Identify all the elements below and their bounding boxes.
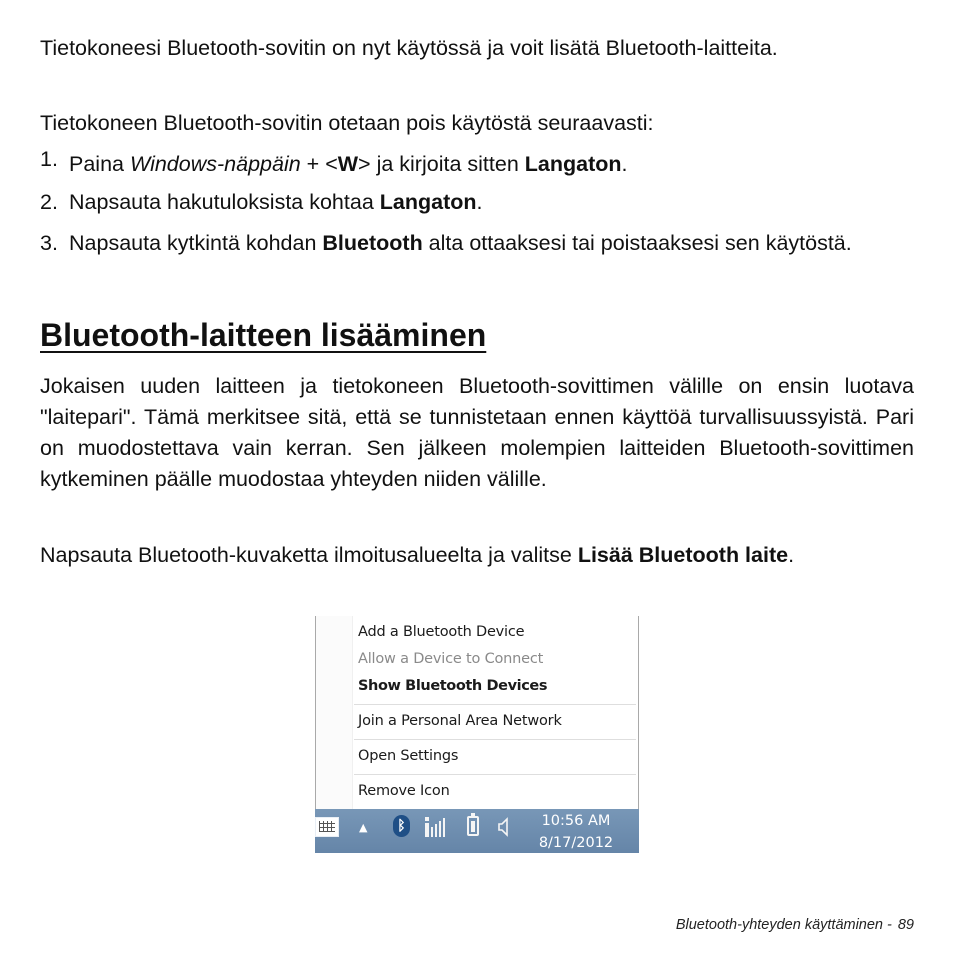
step-text (69, 149, 914, 180)
step-text-italic: Windows-näppäin (129, 152, 301, 176)
speaker-icon[interactable] (497, 817, 513, 837)
footer-title: Bluetooth-yhteyden käyttäminen - (675, 917, 892, 933)
step-text-part: Napsauta kytkintä kohdan (69, 231, 323, 255)
menu-icon-gutter (316, 616, 353, 809)
menu-item-remove-icon[interactable]: Remove Icon (358, 783, 450, 799)
tray-time: 10:56 AM (541, 813, 611, 829)
tray-clock[interactable] (521, 810, 631, 853)
section-paragraph-2 (40, 540, 914, 571)
taskbar-tray (315, 809, 639, 853)
bluetooth-menu-screenshot (315, 616, 639, 853)
menu-separator (354, 739, 636, 740)
menu-separator (354, 704, 636, 705)
step-text-part: . (476, 190, 483, 214)
step-text-part: Paina (69, 152, 130, 176)
intro-paragraph-2: Tietokoneen Bluetooth-sovitin otetaan pois käytöstä seuraavasti: (40, 111, 654, 135)
step-number: 3. (40, 231, 58, 255)
page-number: 89 (897, 917, 914, 933)
menu-item-join-pan[interactable]: Join a Personal Area Network (358, 713, 562, 729)
step-text-part: > ja kirjoita sitten (358, 152, 525, 176)
menu-item-add-device[interactable]: Add a Bluetooth Device (358, 624, 525, 640)
step-text-part: + < (300, 152, 338, 176)
paragraph-text-part: . (788, 543, 795, 567)
step-number: 1. (40, 147, 58, 171)
battery-icon[interactable] (467, 816, 479, 836)
menu-item-allow-device: Allow a Device to Connect (358, 651, 544, 667)
step-text-bold: Langaton (524, 152, 622, 176)
chevron-up-icon[interactable]: ▲ (359, 821, 368, 834)
step-text-part: Napsauta hakutuloksista kohtaa (69, 190, 380, 214)
menu-item-open-settings[interactable]: Open Settings (358, 748, 459, 764)
paragraph-text-bold: Lisää Bluetooth laite (577, 543, 789, 567)
step-text (69, 187, 914, 218)
step-number: 2. (40, 190, 58, 214)
step-text-bold: Langaton (379, 190, 477, 214)
section-heading: Bluetooth-laitteen lisääminen (40, 317, 487, 353)
bluetooth-icon[interactable]: ᛒ (393, 815, 410, 837)
step-text (69, 228, 914, 259)
intro-paragraph-1: Tietokoneesi Bluetooth-sovitin on nyt käytössä ja voit lisätä Bluetooth-laitteita. (40, 36, 778, 60)
menu-separator (354, 774, 636, 775)
step-2 (40, 187, 914, 218)
step-text-part: . (621, 152, 628, 176)
section-paragraph-1: Jokaisen uuden laitteen ja tietokoneen Bluetooth-sovittimen välille on ensin luotava "laitepari". Tämä merkitsee sitä, että se tunnistetaan ennen käyttöä turvallisuussyistä. Pari on muodostettava vain kerran. Sen jälkeen molempien laitteiden Bluetooth-sovittimen kytkeminen päälle muodostaa yhteyden niiden välille. (40, 374, 914, 491)
bluetooth-context-menu (315, 616, 639, 810)
step-text-bold: Bluetooth (322, 231, 423, 255)
signal-icon[interactable] (425, 815, 445, 837)
menu-item-show-devices[interactable]: Show Bluetooth Devices (358, 678, 548, 694)
step-text-part: alta ottaaksesi tai poistaaksesi sen käytöstä. (422, 231, 852, 255)
keyboard-icon[interactable] (315, 817, 339, 837)
step-3 (40, 228, 914, 259)
tray-date: 8/17/2012 (538, 835, 614, 851)
step-1 (40, 149, 914, 180)
paragraph-text-part: Napsauta Bluetooth-kuvaketta ilmoitusalueelta ja valitse (40, 543, 578, 567)
page-footer (676, 917, 914, 933)
step-text-bold: W (337, 152, 359, 176)
